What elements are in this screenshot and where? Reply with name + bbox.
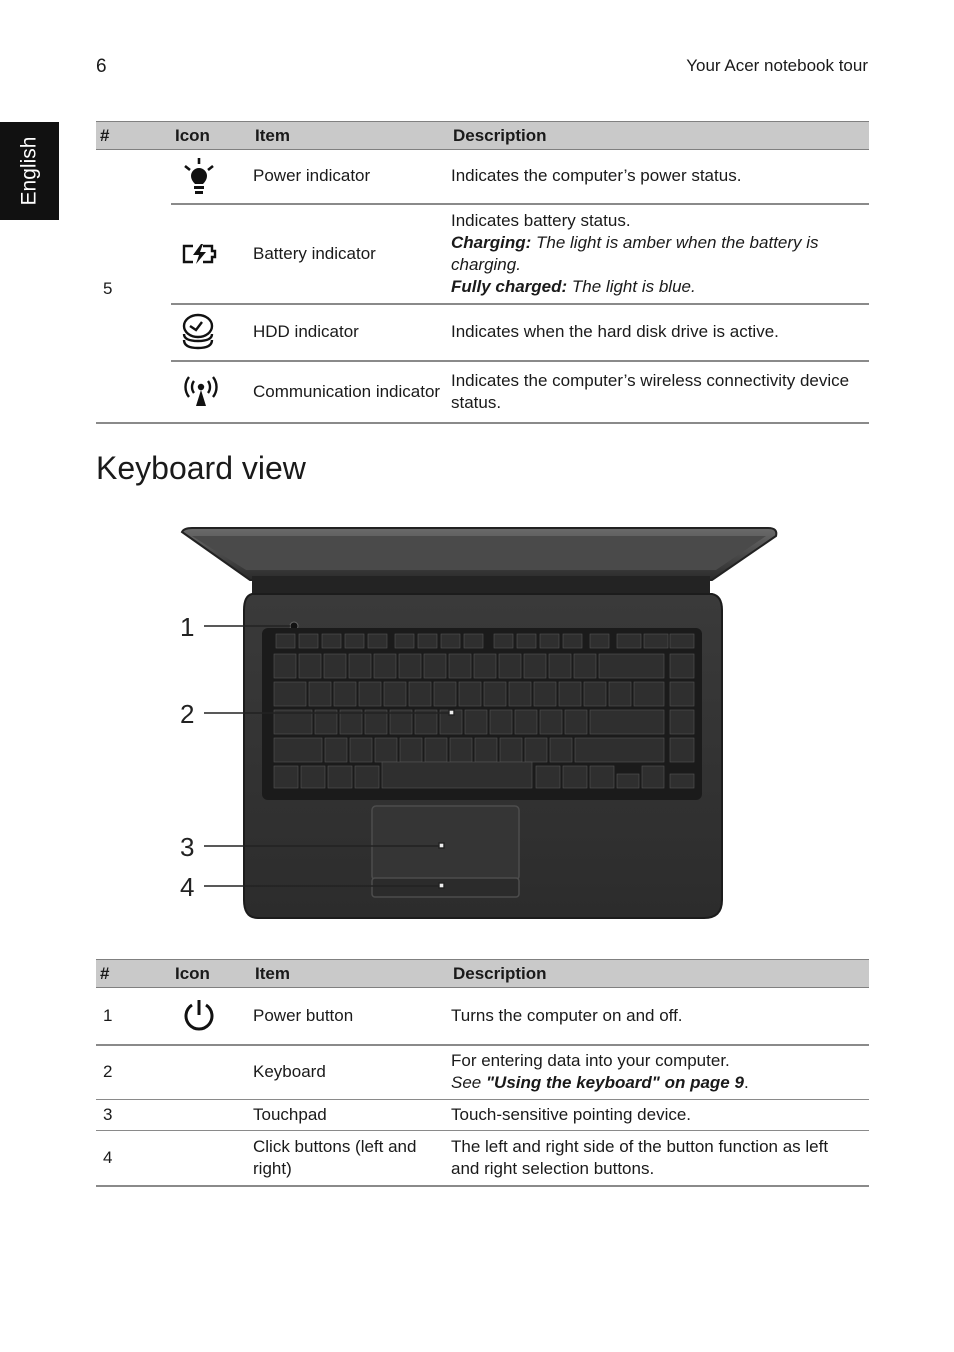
table-row: [96, 1131, 869, 1186]
column-header-description: Description: [449, 960, 869, 988]
table-row: [96, 361, 869, 423]
table-row: [96, 988, 869, 1045]
group-number: 5: [96, 150, 171, 423]
item-power-indicator: Power indicator: [251, 150, 449, 204]
row-number: 1: [96, 988, 171, 1045]
table-row: [96, 150, 869, 204]
description-touchpad: Touch-sensitive pointing device.: [449, 1100, 869, 1131]
column-header-num: #: [96, 960, 171, 988]
description-click-buttons: The left and right side of the button function as left and right selection buttons.: [449, 1131, 869, 1186]
charging-label: Charging:: [451, 232, 532, 252]
see-reference-link[interactable]: "Using the keyboard" on page 9: [485, 1073, 744, 1093]
table-row: [96, 1045, 869, 1100]
hdd-indicator-icon: [181, 313, 215, 351]
click-buttons-graphic: [372, 878, 519, 897]
indicators-table: [96, 121, 869, 424]
item-power-button: Power button: [251, 988, 449, 1045]
item-click-buttons: Click buttons (left and right): [251, 1131, 449, 1186]
power-button-icon: [181, 998, 217, 1034]
item-battery-indicator: Battery indicator: [251, 204, 449, 304]
column-header-description: Description: [449, 122, 869, 150]
row-number: 3: [96, 1100, 171, 1131]
see-suffix: .: [743, 1073, 749, 1093]
column-header-item: Item: [251, 122, 449, 150]
header-title: Your Acer notebook tour: [686, 56, 868, 75]
description-battery-indicator: [449, 204, 869, 304]
section-title: Keyboard view: [96, 450, 306, 486]
item-communication-indicator: Communication indicator: [251, 361, 449, 423]
description-keyboard: [449, 1045, 869, 1100]
item-keyboard: Keyboard: [251, 1045, 449, 1100]
item-touchpad: Touchpad: [251, 1100, 449, 1131]
power-indicator-icon: [181, 156, 217, 196]
language-tab-label: English: [17, 136, 41, 206]
keyboard-description: For entering data into your computer.: [451, 1051, 730, 1071]
item-hdd-indicator: HDD indicator: [251, 304, 449, 361]
charging-text: The light is amber when the battery is charging.: [451, 232, 819, 274]
page-number: 6: [96, 56, 107, 77]
charged-text: The light is blue.: [567, 276, 696, 296]
touchpad-graphic: [372, 806, 519, 880]
callout-3: 3: [180, 832, 195, 862]
description-hdd-indicator: Indicates when the hard disk drive is active.: [449, 304, 869, 361]
keyboard-table: [96, 959, 869, 1187]
callout-1: 1: [180, 612, 195, 642]
communication-indicator-icon: [181, 376, 221, 408]
description-communication-indicator: Indicates the computer’s wireless connectivity device status.: [449, 361, 869, 423]
battery-indicator-icon: [181, 243, 219, 265]
charged-label: Fully charged:: [451, 276, 568, 296]
row-number: 4: [96, 1131, 171, 1186]
table-row: [96, 204, 869, 304]
description-power-button: Turns the computer on and off.: [449, 988, 869, 1045]
column-header-icon: Icon: [171, 122, 251, 150]
callout-4: 4: [180, 872, 195, 902]
see-prefix: See: [451, 1073, 486, 1093]
language-tab: [0, 122, 59, 220]
column-header-item: Item: [251, 960, 449, 988]
row-number: 2: [96, 1045, 171, 1100]
callout-2: 2: [180, 699, 195, 729]
column-header-num: #: [96, 122, 171, 150]
table-row: [96, 304, 869, 361]
description-power-indicator: Indicates the computer’s power status.: [449, 150, 869, 204]
table-row: [96, 1100, 869, 1131]
column-header-icon: Icon: [171, 960, 251, 988]
laptop-keyboard-figure: [170, 520, 790, 930]
battery-status-intro: Indicates battery status.: [451, 210, 631, 230]
